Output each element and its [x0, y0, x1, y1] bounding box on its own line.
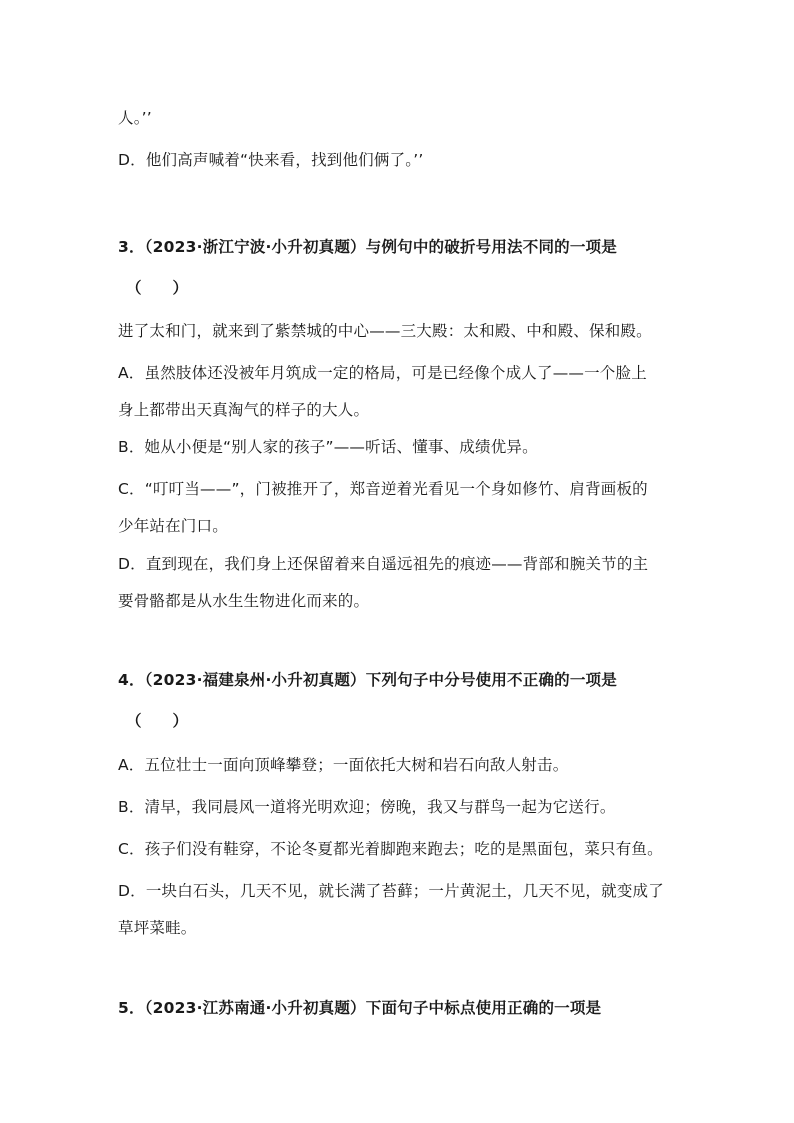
question-4-option-a: A．五位壮士一面向顶峰攀登；一面依托大树和岩石向敌人射击。	[118, 756, 569, 774]
question-3-option-b: B．她从小便是“别人家的孩子”——听话、懂事、成绩优异。	[118, 438, 538, 456]
question-5-stem: 5．（2023·江苏南通·小升初真题）下面句子中标点使用正确的一项是	[118, 999, 602, 1017]
question-3-option-d-line1: D．直到现在，我们身上还保留着来自遥远祖先的痕迹——背部和腕关节的主	[118, 555, 649, 573]
question-3-option-a-line2: 身上都带出天真淘气的样子的大人。	[118, 401, 370, 419]
question-4-stem: 4．（2023·福建泉州·小升初真题）下列句子中分号使用不正确的一项是	[118, 671, 617, 689]
question-3-option-c-line1: C．“叮叮当——”，门被推开了，郑音逆着光看见一个身如修竹、肩背画板的	[118, 480, 648, 498]
question-3-answer-blank: （ ）	[126, 279, 189, 297]
question-4-option-c: C．孩子们没有鞋穿，不论冬夏都光着脚跑来跑去；吃的是黑面包，菜只有鱼。	[118, 840, 663, 858]
question-4-answer-blank: （ ）	[126, 712, 189, 730]
question-3-option-d-line2: 要骨骼都是从水生生物进化而来的。	[118, 592, 370, 610]
question-4-option-b: B．清早，我同晨风一道将光明欢迎；傍晚，我又与群鸟一起为它送行。	[118, 798, 616, 816]
question-4-option-d-line1: D．一块白石头，几天不见，就长满了苔藓；一片黄泥土，几天不见，就变成了	[118, 882, 664, 900]
question-3-stem: 3．（2023·浙江宁波·小升初真题）与例句中的破折号用法不同的一项是	[118, 238, 617, 256]
question-3-option-c-line2: 少年站在门口。	[118, 517, 228, 535]
prev-question-continuation: 人。’’	[118, 109, 152, 127]
question-3-example: 进了太和门，就来到了紫禁城的中心——三大殿：太和殿、中和殿、保和殿。	[118, 322, 652, 340]
prev-option-d: D．他们高声喊着“快来看，找到他们俩了。’’	[118, 151, 424, 169]
question-4-option-d-line2: 草坪菜畦。	[118, 919, 197, 937]
question-3-option-a-line1: A．虽然肢体还没被年月筑成一定的格局，可是已经像个成人了——一个脸上	[118, 364, 647, 382]
